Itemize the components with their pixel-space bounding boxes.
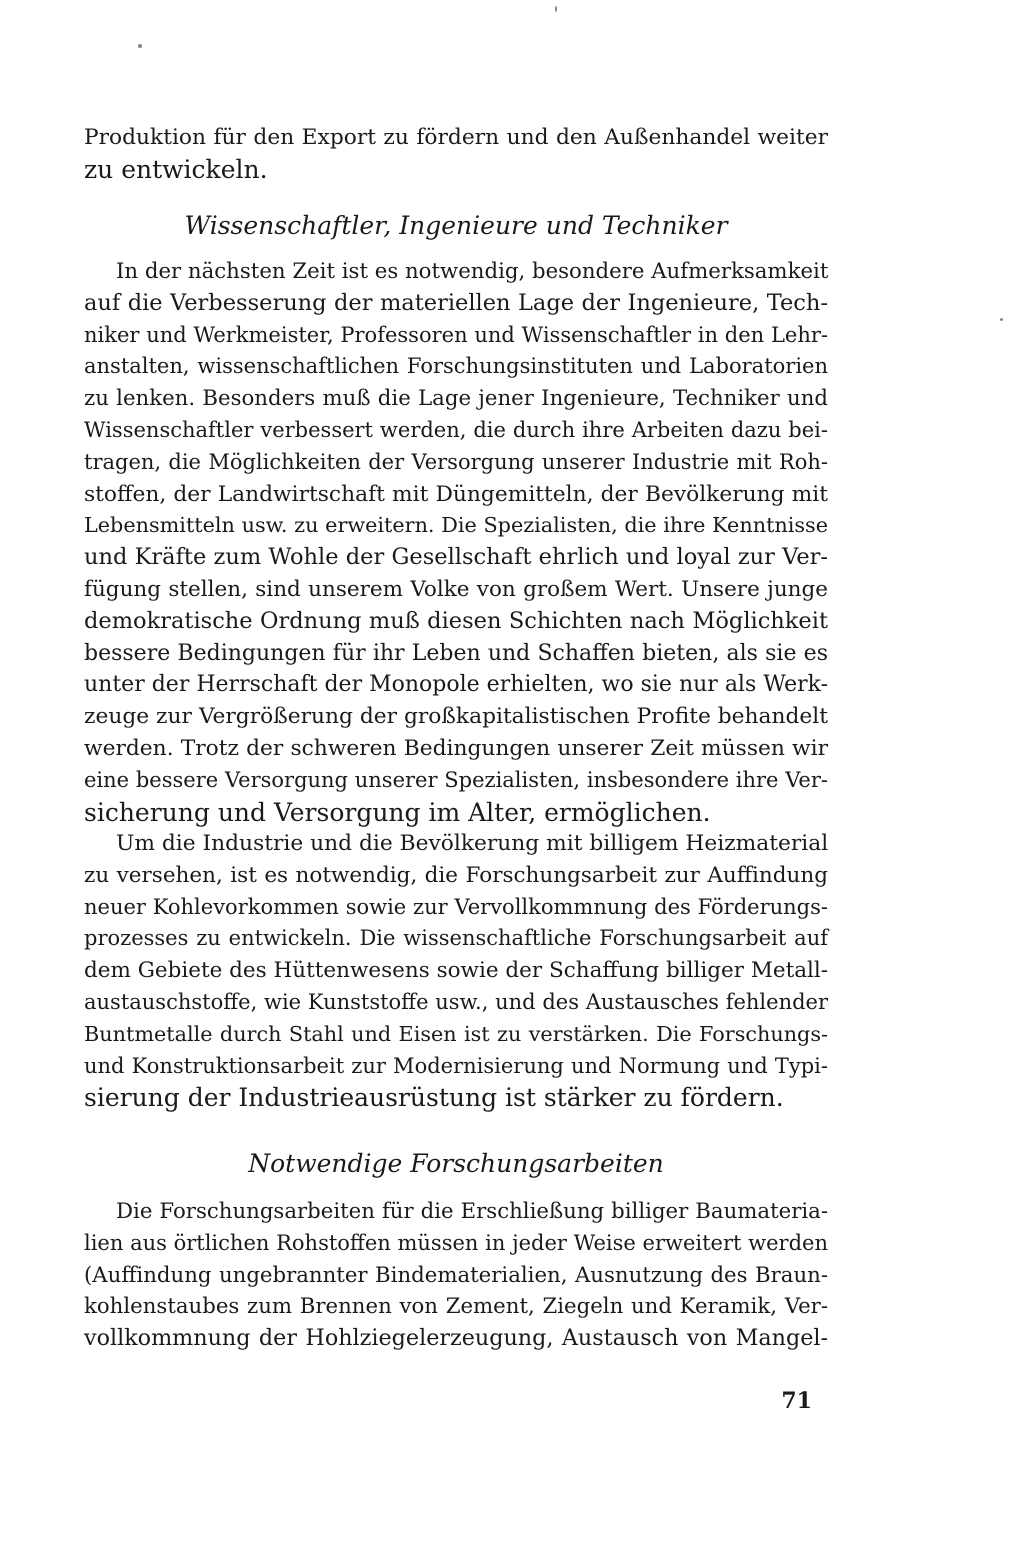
text-line: Wissenschaftler verbessert werden, die durch ihre Arbeiten dazu bei- xyxy=(84,417,828,442)
text-line: und Kräfte zum Wohle der Gesellschaft ehrlich und loyal zur Ver- xyxy=(84,544,828,571)
text-line: werden. Trotz der schweren Bedingungen unserer Zeit müssen wir xyxy=(84,735,828,761)
text-line: sicherung und Versorgung im Alter, ermöglichen. xyxy=(84,797,711,827)
text-line: vollkommnung der Hohlziegelerzeugung, Austausch von Mangel- xyxy=(84,1325,828,1352)
text-line: eine bessere Versorgung unserer Spezialisten, insbesondere ihre Ver- xyxy=(84,767,828,792)
text-line: zu entwickeln. xyxy=(84,154,268,184)
section-heading: Notwendige Forschungsarbeiten xyxy=(248,1149,664,1178)
text-line: austauschstoffe, wie Kunststoffe usw., und des Austausches fehlender xyxy=(84,989,828,1014)
text-line: kohlenstaubes zum Brennen von Zement, Ziegeln und Keramik, Ver- xyxy=(84,1294,828,1320)
section1-paragraph-1 xyxy=(84,256,828,828)
section-heading: Wissenschaftler, Ingenieure und Techniker xyxy=(184,211,728,240)
text-line: Die Forschungsarbeiten für die Erschließung billiger Baumateria- xyxy=(116,1199,828,1224)
text-line: niker und Werkmeister, Professoren und Wissenschaftler in den Lehr- xyxy=(84,322,828,347)
text-line: neuer Kohlevorkommen sowie zur Vervollkommnung des Förderungs- xyxy=(84,894,828,919)
text-line: tragen, die Möglichkeiten der Versorgung unserer Industrie mit Roh- xyxy=(84,449,828,474)
text-line: Produktion für den Export zu fördern und den Außenhandel weiter xyxy=(84,125,828,150)
text-line: bessere Bedingungen für ihr Leben und Schaffen bieten, als sie es xyxy=(84,640,828,666)
page-number: 71 xyxy=(781,1388,812,1414)
text-line: dem Gebiete des Hüttenwesens sowie der Schaffung billiger Metall- xyxy=(84,958,829,984)
text-line: In der nächsten Zeit ist es notwendig, besondere Aufmerksamkeit xyxy=(116,259,829,284)
print-speck xyxy=(1000,318,1003,321)
continuation-paragraph xyxy=(84,122,828,186)
section2-paragraph-1 xyxy=(84,1196,828,1355)
section1-paragraph-2 xyxy=(84,828,828,1114)
text-line: zu lenken. Besonders muß die Lage jener Ingenieure, Techniker und xyxy=(84,386,828,412)
text-line: Um die Industrie und die Bevölkerung mit billigem Heizmaterial xyxy=(116,831,829,856)
text-line: zeuge zur Vergrößerung der großkapitalistischen Profite behandelt xyxy=(84,704,828,730)
text-line: fügung stellen, sind unserem Volke von großem Wert. Unsere junge xyxy=(84,576,828,602)
text-line: und Konstruktionsarbeit zur Modernisierung und Normung und Typi- xyxy=(84,1053,828,1078)
text-line: auf die Verbesserung der materiellen Lage der Ingenieure, Tech- xyxy=(84,289,828,316)
text-line: Lebensmitteln usw. zu erweitern. Die Spezialisten, die ihre Kenntnisse xyxy=(84,513,828,538)
text-line: zu versehen, ist es notwendig, die Forschungsarbeit zur Auffindung xyxy=(84,862,828,888)
text-line: prozesses zu entwickeln. Die wissenschaftliche Forschungsarbeit auf xyxy=(84,926,828,951)
text-line: demokratische Ordnung muß diesen Schichten nach Möglichkeit xyxy=(84,607,828,634)
text-line: (Auffindung ungebrannter Bindematerialien, Ausnutzung des Braun- xyxy=(84,1262,828,1288)
text-line: sierung der Industrieausrüstung ist stärker zu fördern. xyxy=(84,1083,784,1113)
text-line: lien aus örtlichen Rohstoffen müssen in jeder Weise erweitert werden xyxy=(84,1230,828,1255)
print-speck xyxy=(138,44,142,48)
text-line: anstalten, wissenschaftlichen Forschungsinstituten und Laboratorien xyxy=(84,354,828,379)
text-line: unter der Herrschaft der Monopole erhielten, wo sie nur als Werk- xyxy=(84,672,828,698)
text-line: stoffen, der Landwirtschaft mit Düngemitteln, der Bevölkerung mit xyxy=(84,481,828,507)
text-line: Buntmetalle durch Stahl und Eisen ist zu verstärken. Die Forschungs- xyxy=(84,1021,828,1046)
print-speck xyxy=(555,6,557,12)
